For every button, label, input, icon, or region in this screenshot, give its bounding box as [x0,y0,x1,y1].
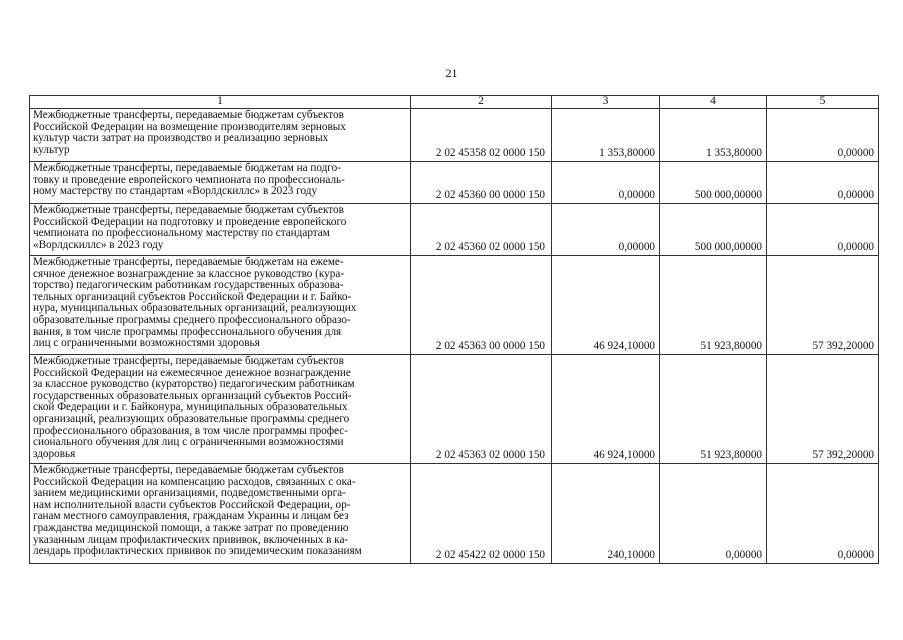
row-description [30,109,411,162]
header-cell-3: 3 [552,96,660,109]
description-line: Межбюджетные трансферты, передаваемые бюджетам на подго- [33,162,341,174]
description-line: профессионального образования, в том числе программы профес- [33,424,348,437]
header-cell-2: 2 [411,96,552,109]
description-line: Межбюджетные трансферты, передаваемые бюджетам субъектов [33,355,344,367]
table-row [30,355,879,464]
description-line: лендарь профилактических прививок по эпидемическим показаниям [33,545,362,558]
description-line: за классное руководство (кураторство) педагогическим работникам [33,378,355,391]
description-line: Межбюджетные трансферты, передаваемые бюджетам субъектов [33,204,344,216]
header-cell-5: 5 [767,96,879,109]
row-value-col4: 0,00000 [660,464,767,564]
row-value-col3: 0,00000 [552,204,660,256]
row-value-col5: 57 392,20000 [767,256,879,355]
row-description [30,204,411,256]
row-value-col4: 500 000,00000 [660,204,767,256]
row-value-col4: 51 923,80000 [660,256,767,355]
row-value-col5: 0,00000 [767,464,879,564]
budget-table [29,95,879,564]
row-description [30,162,411,204]
row-value-col4: 51 923,80000 [660,355,767,464]
row-code: 2 02 45360 02 0000 150 [411,204,552,256]
row-value-col3: 240,10000 [552,464,660,564]
row-value-col5: 57 392,20000 [767,355,879,464]
description-line: товку и проведение европейского чемпионата по профессиональ- [33,173,345,186]
row-code: 2 02 45358 02 0000 150 [411,109,552,162]
description-line: Российской Федерации на ежемесячное денежное вознаграждение [33,366,351,379]
description-line: «Ворлдскиллс» в 2023 году [33,238,164,251]
row-value-col5: 0,00000 [767,109,879,162]
description-line: Российской Федерации на возмещение производителям зерновых [33,120,346,133]
description-line: сионального обучения для лиц с ограниченными возможностями [33,436,344,449]
row-value-col4: 1 353,80000 [660,109,767,162]
description-line: лиц с ограниченными возможностями здоровья [33,337,260,350]
description-line: торство) педагогическим работникам государственных образова- [33,279,344,292]
row-code: 2 02 45422 02 0000 150 [411,464,552,564]
row-value-col4: 500 000,00000 [660,162,767,204]
page-number: 21 [445,66,458,80]
description-line: государственных образовательных организаций субъектов Россий- [33,389,352,402]
table-row [30,162,879,204]
description-line: ганам местного самоуправления, гражданам Украины и лицам без [33,510,349,523]
description-line: Межбюджетные трансферты, передаваемые бюджетам на ежеме- [33,256,344,268]
description-line: сячное денежное вознаграждение за классное руководство (кура- [33,267,345,280]
row-value-col5: 0,00000 [767,204,879,256]
row-description [30,355,411,464]
description-line: Российской Федерации на компенсацию расходов, связанных с ока- [33,475,356,488]
description-line: занием медицинскими организациями, подведомственными орга- [33,487,346,500]
row-value-col5: 0,00000 [767,162,879,204]
table-row [30,256,879,355]
row-value-col3: 1 353,80000 [552,109,660,162]
table-row [30,464,879,564]
description-line: вания, в том числе программы профессионального обучения для [33,325,342,338]
description-line: культур [33,143,70,156]
description-line: Российской Федерации на подготовку и проведение европейского [33,215,347,228]
description-line: культур части затрат на производство и реализацию зерновых [33,132,329,145]
description-line: гражданства медицинской помощи, а также затрат по проведению [33,521,349,534]
description-line: организаций, реализующих образовательные программы среднего [33,412,350,425]
description-line: указанным лицам профилактических прививок, включенных в ка- [33,533,349,546]
description-line: ному мастерству по стандартам «Ворлдскиллс» в 2023 году [33,185,318,198]
description-line: Межбюджетные трансферты, передаваемые бюджетам субъектов [33,109,344,121]
row-code: 2 02 45363 00 0000 150 [411,256,552,355]
row-value-col3: 46 924,10000 [552,256,660,355]
description-line: образовательные программы среднего профессионального образо- [33,313,351,326]
header-cell-1: 1 [30,96,411,109]
row-value-col3: 0,00000 [552,162,660,204]
header-cell-4: 4 [660,96,767,109]
description-line: нура, муниципальных образовательных организаций, реализующих [33,302,357,315]
description-line: чемпионата по профессиональному мастерству по стандартам [33,227,330,240]
row-description [30,464,411,564]
row-value-col3: 46 924,10000 [552,355,660,464]
row-code: 2 02 45363 02 0000 150 [411,355,552,464]
row-description [30,256,411,355]
table-row [30,109,879,162]
table-row [30,204,879,256]
description-line: здоровья [33,447,76,460]
description-line: тельных организаций субъектов Российской Федерации и г. Байко- [33,290,352,303]
description-line: ской Федерации и г. Байконура, муниципальных образовательных [33,401,348,414]
description-line: нам исполнительной власти субъектов Российской Федерации, ор- [33,498,351,511]
table-header-row [30,96,879,109]
row-code: 2 02 45360 00 0000 150 [411,162,552,204]
description-line: Межбюджетные трансферты, передаваемые бюджетам субъектов [33,464,344,476]
